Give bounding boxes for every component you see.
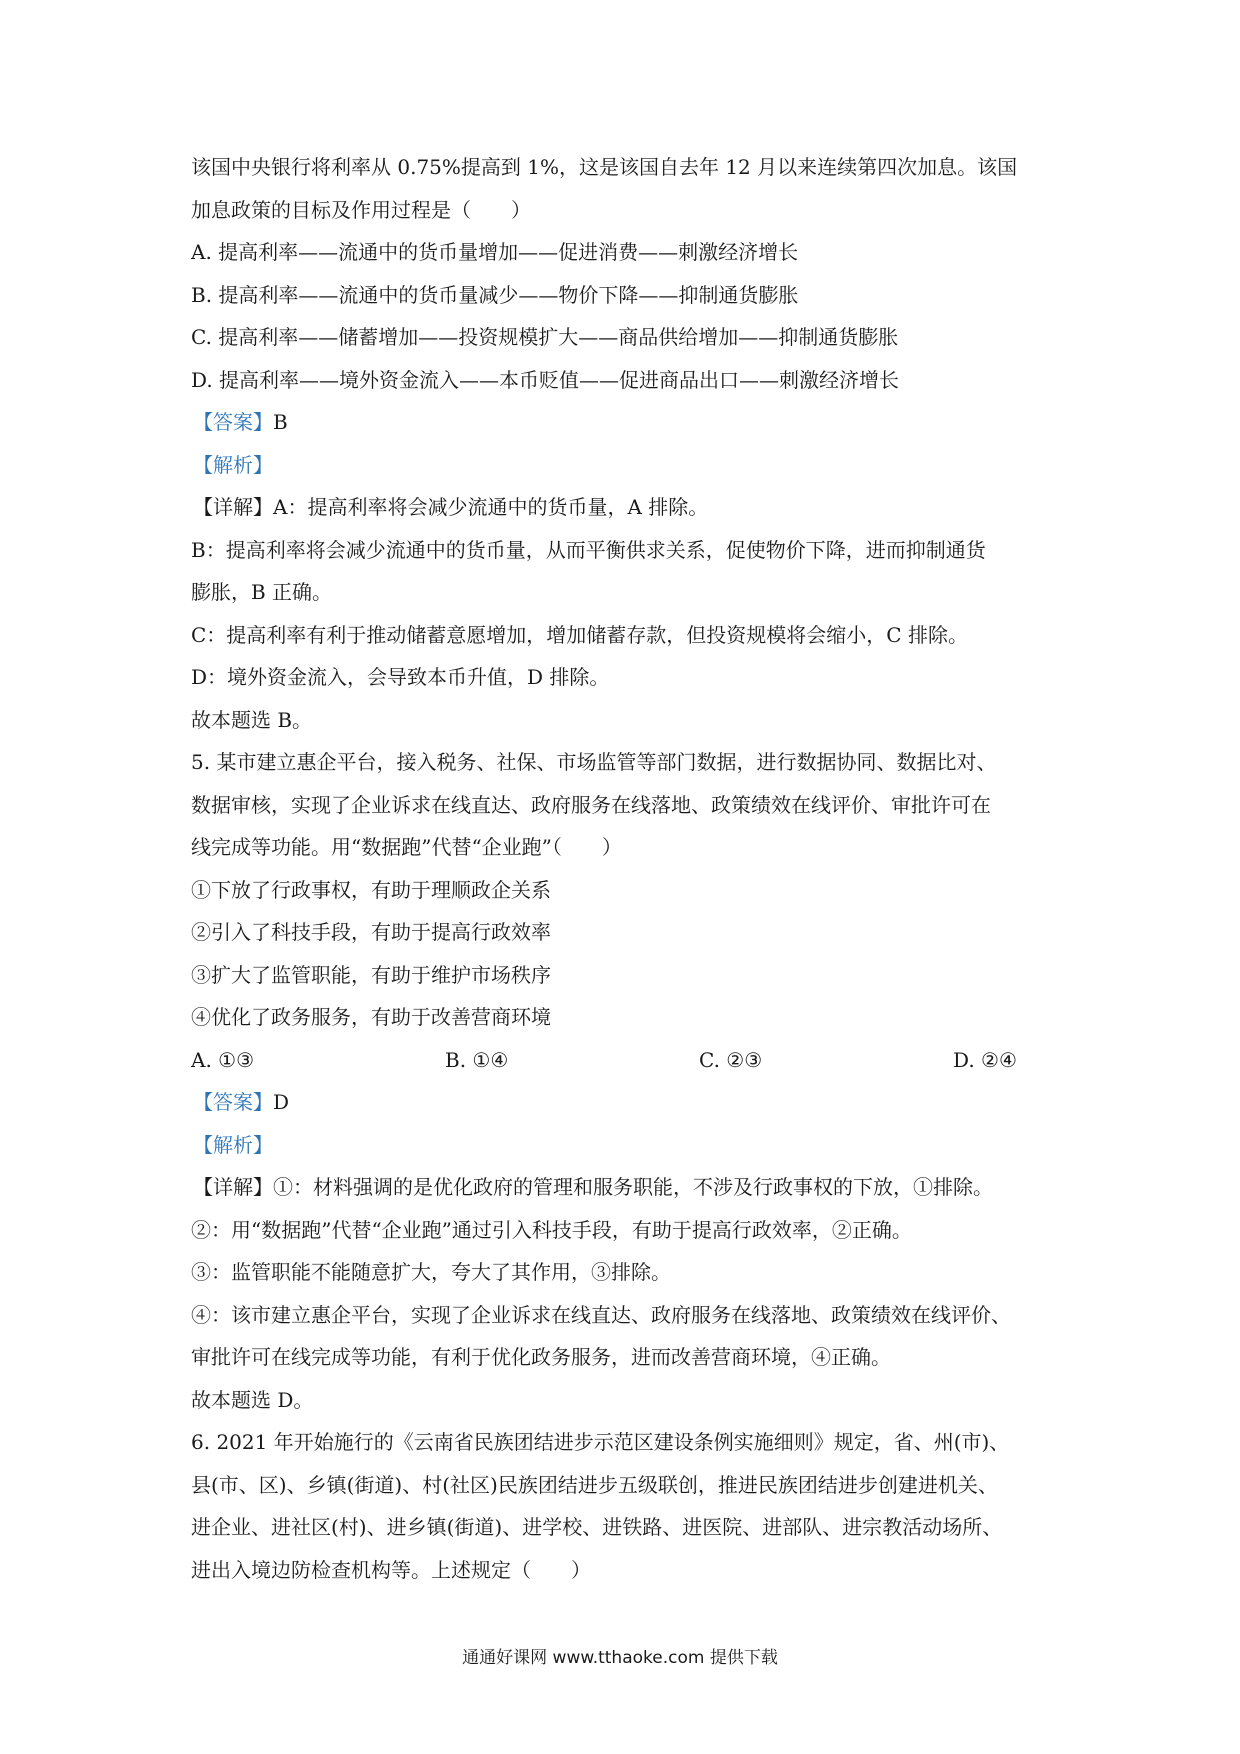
option-d: D. ②④ xyxy=(953,1047,1017,1072)
analysis-line xyxy=(191,1124,1071,1167)
statement-3: ③扩大了监管职能，有助于维护市场秩序 xyxy=(191,962,551,987)
answer-label: 【答案】 xyxy=(193,410,273,434)
analysis-label: 【解析】 xyxy=(193,1132,273,1157)
option-c: C. 提高利率——储蓄增加——投资规模扩大——商品供给增加——抑制通货膨胀 xyxy=(191,325,899,349)
analysis-line xyxy=(191,444,1071,487)
statement-2: ②引入了科技手段，有助于提高行政效率 xyxy=(191,920,551,944)
answer-value: B xyxy=(273,410,288,434)
option-d: D. 提高利率——境外资金流入——本币贬值——促进商品出口——刺激经济增长 xyxy=(191,367,900,392)
question-5 xyxy=(191,741,1071,1421)
option-c: C. ②③ xyxy=(699,1047,763,1072)
conclusion: 故本题选 B。 xyxy=(191,707,313,732)
option-a: A. 提高利率——流通中的货币量增加——促进消费——刺激经济增长 xyxy=(191,240,799,264)
option-a: A. ①③ xyxy=(191,1047,255,1072)
question-stem-line: 线完成等功能。用“数据跑”代替“企业跑”（ ） xyxy=(191,835,622,859)
answer-line xyxy=(191,1081,1071,1124)
detail-label: 【详解】 xyxy=(193,1175,273,1199)
detail-text: B：提高利率将会减少流通中的货币量，从而平衡供求关系，促使物价下降，进而抑制通货 xyxy=(191,537,986,562)
question-stem-line: 加息政策的目标及作用过程是（ ） xyxy=(191,197,531,222)
question-stem-line: 数据审核，实现了企业诉求在线直达、政府服务在线落地、政策绩效在线评价、审批许可在 xyxy=(191,792,991,817)
answer-value: D xyxy=(273,1090,290,1114)
detail-text: D：境外资金流入，会导致本币升值，D 排除。 xyxy=(191,665,610,689)
detail-line xyxy=(191,486,1071,529)
question-stem-line: 进企业、进社区(村)、进乡镇(街道)、进学校、进铁路、进医院、进部队、进宗教活动场所、 xyxy=(191,1515,1003,1539)
option-b: B. 提高利率——流通中的货币量减少——物价下降——抑制通货膨胀 xyxy=(191,282,799,307)
page-content xyxy=(191,146,1071,1591)
question-stem-line: 5. 某市建立惠企平台，接入税务、社保、市场监管等部门数据，进行数据协同、数据比对、 xyxy=(191,750,997,774)
detail-text: 膨胀，B 正确。 xyxy=(191,580,333,604)
question-4 xyxy=(191,146,1071,741)
detail-text: ④：该市建立惠企平台，实现了企业诉求在线直达、政府服务在线落地、政策绩效在线评价、 xyxy=(191,1302,1011,1327)
conclusion: 故本题选 D。 xyxy=(191,1387,314,1412)
option-b: B. ①④ xyxy=(445,1047,509,1072)
question-stem-line: 该国中央银行将利率从 0.75%提高到 1%，这是该国自去年 12 月以来连续第四次加息。该国 xyxy=(191,155,1018,179)
detail-label: 【详解】 xyxy=(193,495,273,519)
analysis-label: 【解析】 xyxy=(193,452,273,477)
detail-line xyxy=(191,1166,1071,1209)
detail-text: ③：监管职能不能随意扩大，夸大了其作用，③排除。 xyxy=(191,1260,671,1284)
detail-text: ①：材料强调的是优化政府的管理和服务职能，不涉及行政事权的下放，①排除。 xyxy=(273,1175,993,1199)
statement-4: ④优化了政务服务，有助于改善营商环境 xyxy=(191,1005,551,1029)
question-stem-line: 6. 2021 年开始施行的《云南省民族团结进步示范区建设条例实施细则》规定，省、州(市)、 xyxy=(191,1430,1010,1454)
answer-label: 【答案】 xyxy=(193,1090,273,1114)
answer-line xyxy=(191,401,1071,444)
question-6 xyxy=(191,1421,1071,1591)
detail-text: C：提高利率有利于推动储蓄意愿增加，增加储蓄存款，但投资规模将会缩小，C 排除。 xyxy=(191,622,968,647)
options-row xyxy=(191,1039,1071,1082)
detail-text: 审批许可在线完成等功能，有利于优化政务服务，进而改善营商环境，④正确。 xyxy=(191,1345,891,1369)
detail-text: ②：用“数据跑”代替“企业跑”通过引入科技手段，有助于提高行政效率，②正确。 xyxy=(191,1217,912,1242)
statement-1: ①下放了行政事权，有助于理顺政企关系 xyxy=(191,877,551,902)
page-footer: 通通好课网 www.tthaoke.com 提供下载 xyxy=(462,1648,778,1668)
question-stem-line: 进出入境边防检查机构等。上述规定（ ） xyxy=(191,1557,591,1582)
detail-text: A：提高利率将会减少流通中的货币量，A 排除。 xyxy=(273,495,709,519)
question-stem-line: 县(市、区)、乡镇(街道)、村(社区)民族团结进步五级联创，推进民族团结进步创建进机关、 xyxy=(191,1472,998,1497)
